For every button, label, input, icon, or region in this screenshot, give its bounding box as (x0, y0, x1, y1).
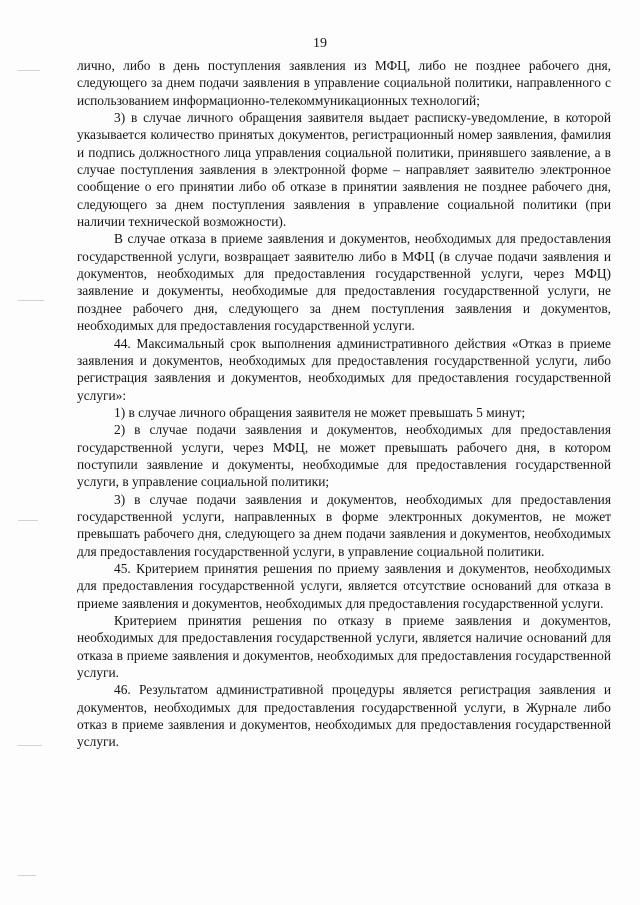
paragraph-44-item-3: 3) в случае подачи заявления и документов, необходимых для предоставления государственной услуги, направленных в форме электронных документов, не может превышать рабочего дня, следующего за днем подачи заявления и документов, необходимых для предоставления государственной услуги, в управление социальной политики. (77, 491, 611, 559)
paragraph-44-item-1: 1) в случае личного обращения заявителя не может превышать 5 минут; (114, 404, 526, 420)
paragraph-45-criterion-refuse: Критерием принятия решения по отказу в приеме заявления и документов, необходимых для предоставления государственной услуги, является наличие оснований для отказа в приеме заявления и документов, необходимых для предоставления государственной услуги. (77, 613, 611, 681)
paragraph-45-criterion-accept: 45. Критерием принятия решения по приему заявления и документов, необходимых для предоставления государственной услуги, является отсутствие оснований для отказа в приеме заявления и документов, необходимых для предоставления государственной услуги. (77, 560, 611, 611)
page-number: 19 (313, 36, 327, 51)
paragraph-46-result: 46. Результатом административной процедуры является регистрация заявления и документов, необходимых для предоставления государственной услуги, в Журнале либо отказ в приеме заявления и документов, необходимых для предоставления государственной услуги. (77, 682, 611, 750)
paragraph-44-item-2: 2) в случае подачи заявления и документов, необходимых для предоставления государственной услуги, через МФЦ, не может превышать рабочего дня, в котором поступили заявление и документы, необходимые для предоставления государственной услуги, в управление социальной политики; (77, 422, 611, 490)
paragraph-refusal-return: В случае отказа в приеме заявления и документов, необходимых для предоставления государственной услуги, возвращает заявителю либо в МФЦ (в случае подачи заявления и документов, необходимых для предоставления государственной услуги, через МФЦ) заявление и документы, необходимые для предоставления государственной услуги, не позднее рабочего дня, следующего за днем поступления заявления и документов, необходимых для предоставления государственной услуги. (77, 231, 611, 334)
paragraph-continuation: лично, либо в день поступления заявления из МФЦ, либо не позднее рабочего дня, следующего за днем подачи заявления в управление социальной политики, направленного с использованием информационно-телекоммуникационных технологий; (77, 58, 611, 108)
scan-margin-mark (18, 875, 36, 876)
paragraph-44-max-term: 44. Максимальный срок выполнения административного действия «Отказ в приеме заявления и документов, необходимых для предоставления государственной услуги, либо регистрация заявления и документов, необходимых для предоставления государственной услуги»: (77, 335, 611, 403)
scan-margin-mark (18, 745, 42, 746)
paragraph-item-3-receipt: 3) в случае личного обращения заявителя выдает расписку-уведомление, в которой указывается количество принятых документов, регистрационный номер заявления, фамилия и подпись должностного лица управления социальной политики, принявшего заявление, а в случае поступления заявления в электронной форме – направляет заявителю электронное сообщение о его принятии либо об отказе в принятии заявления не позднее рабочего дня, следующего за днем поступления заявления в управление социальной политики (при наличии технической возможности). (77, 110, 611, 230)
scan-margin-mark (18, 520, 38, 521)
scan-margin-mark (18, 70, 40, 71)
scan-margin-mark (18, 300, 44, 301)
document-body (77, 57, 611, 751)
